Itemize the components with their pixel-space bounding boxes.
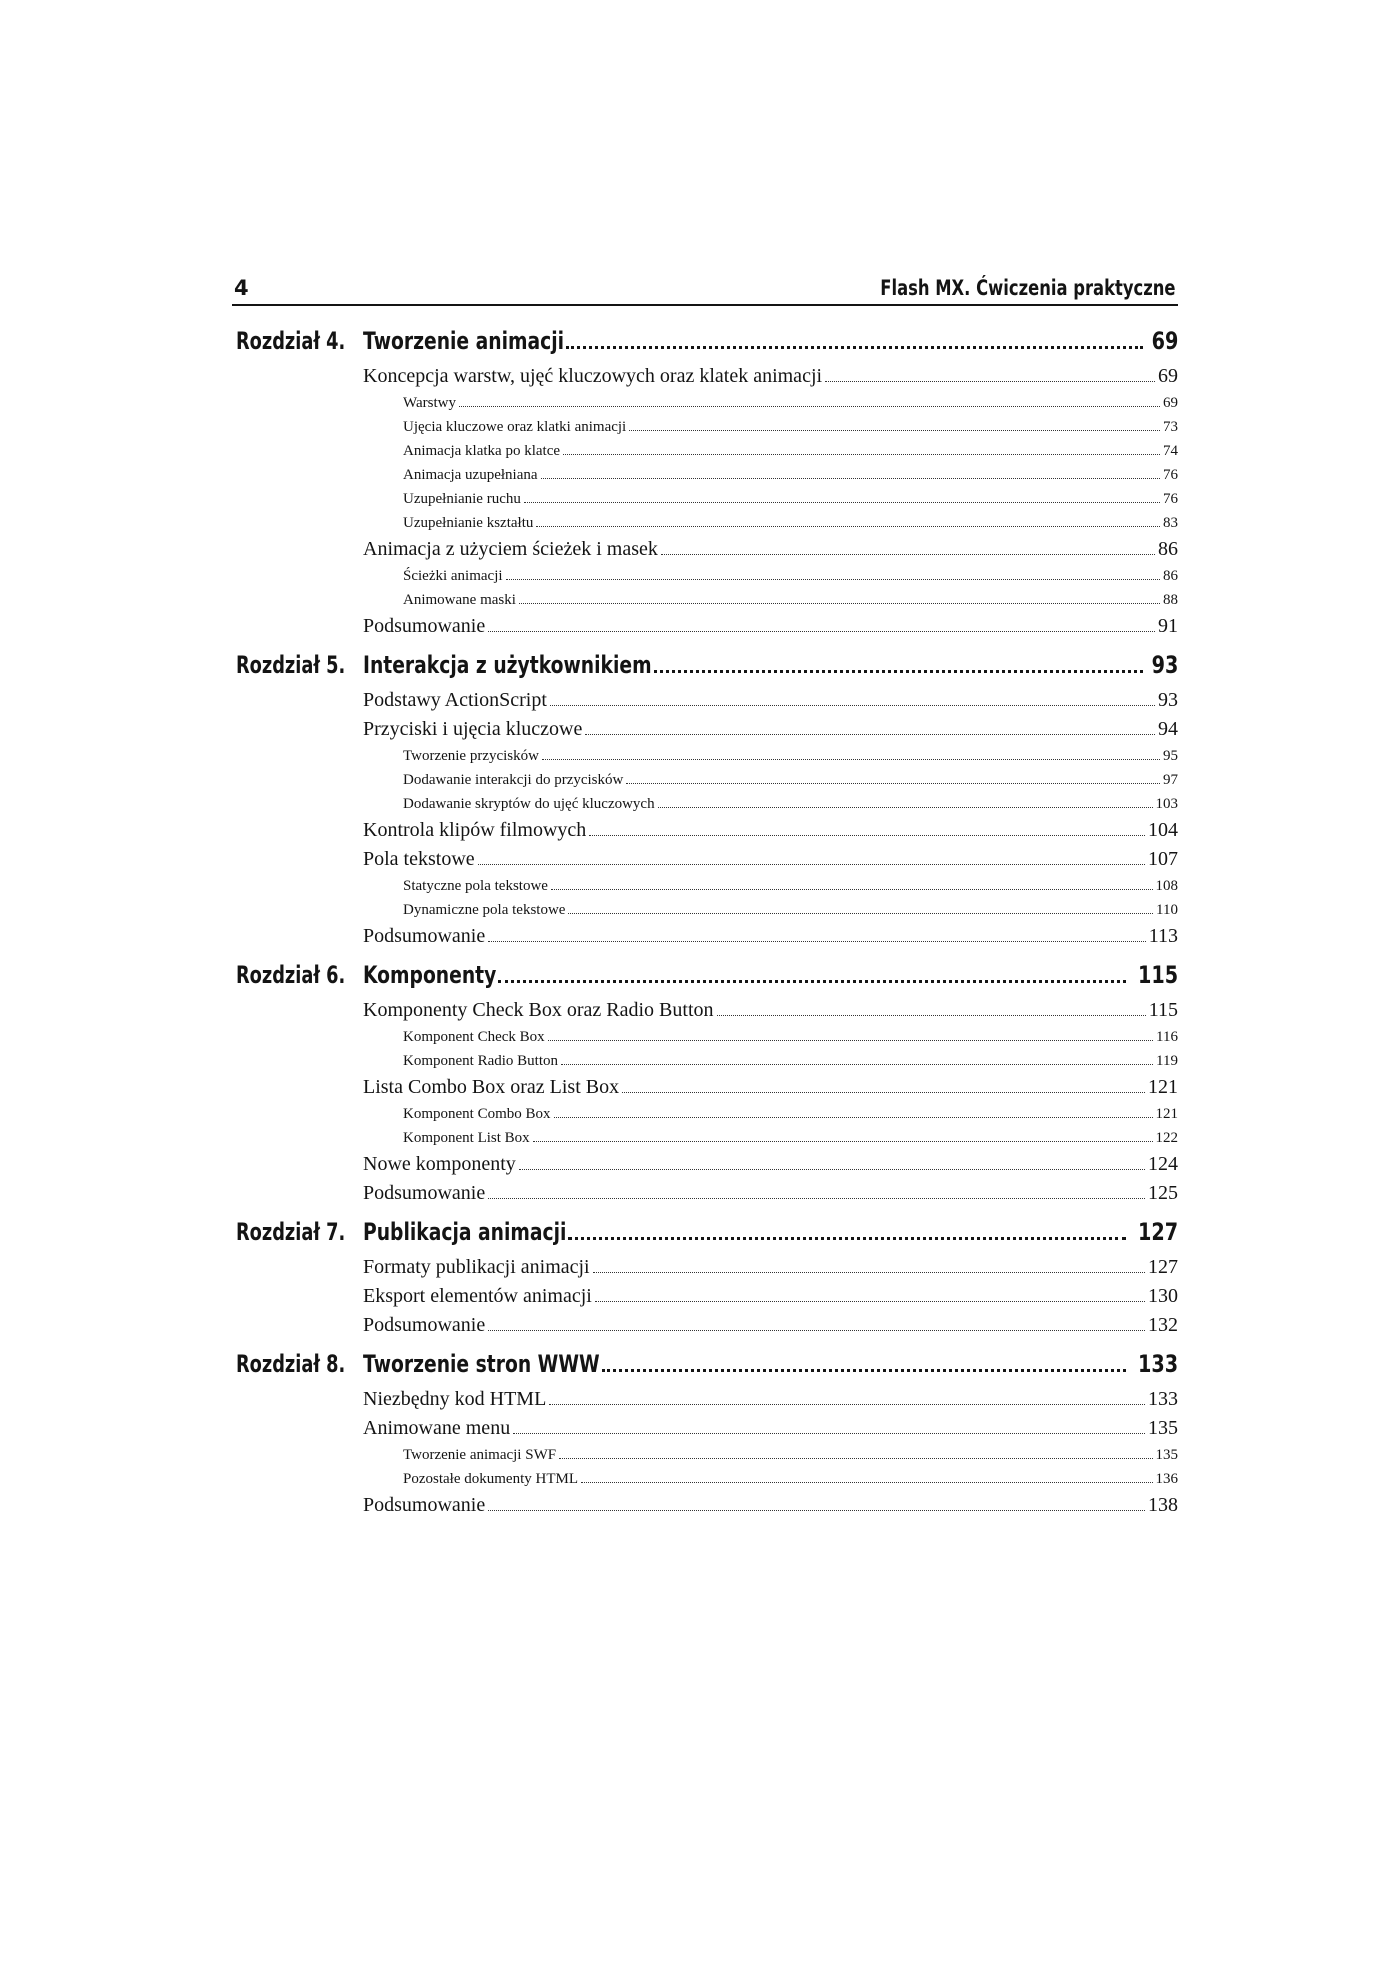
dot-leader xyxy=(549,1404,1145,1405)
toc-section-entry[interactable] xyxy=(363,1073,1178,1102)
entry-page-number: 69 xyxy=(1158,365,1178,387)
dot-leader xyxy=(629,430,1160,431)
chapter-heading-row[interactable] xyxy=(363,1347,1178,1381)
entry-page-number: 108 xyxy=(1155,878,1178,894)
toc-section-entry[interactable] xyxy=(363,686,1178,715)
chapter-page-number: 127 xyxy=(1137,1218,1178,1246)
entry-title: Niezbędny kod HTML xyxy=(363,1388,547,1410)
entry-title: Animacja klatka po klatce xyxy=(403,443,561,459)
toc-section-entry[interactable] xyxy=(363,1385,1178,1414)
chapter-page-number: 93 xyxy=(1151,651,1178,679)
toc-subsection-entry[interactable] xyxy=(363,487,1178,511)
entry-title: Animowane maski xyxy=(403,592,516,608)
dot-leader xyxy=(654,670,1143,673)
entry-page-number: 86 xyxy=(1158,538,1178,560)
toc-subsection-entry[interactable] xyxy=(363,1126,1178,1150)
entry-title: Dodawanie skryptów do ujęć kluczowych xyxy=(403,796,655,812)
dot-leader xyxy=(548,1040,1153,1041)
document-page xyxy=(232,270,1178,1527)
entry-page-number: 107 xyxy=(1148,848,1178,870)
dot-leader xyxy=(488,1330,1145,1331)
dot-leader xyxy=(554,1117,1153,1118)
toc-section-entry[interactable] xyxy=(363,1253,1178,1282)
entry-title: Warstwy xyxy=(403,395,456,411)
dot-leader xyxy=(658,807,1153,808)
entry-page-number: 97 xyxy=(1163,772,1178,788)
chapter-page-number: 133 xyxy=(1137,1350,1178,1378)
entry-page-number: 94 xyxy=(1158,718,1178,740)
entry-page-number: 104 xyxy=(1148,819,1178,841)
entry-page-number: 88 xyxy=(1163,592,1178,608)
entry-page-number: 113 xyxy=(1148,925,1178,947)
toc-section-entry[interactable] xyxy=(363,1414,1178,1443)
dot-leader xyxy=(488,631,1155,632)
entry-page-number: 103 xyxy=(1155,796,1178,812)
entry-title: Eksport elementów animacji xyxy=(363,1285,592,1307)
dot-leader xyxy=(541,478,1160,479)
chapter-label: Rozdział 5. xyxy=(236,651,346,679)
toc-subsection-entry[interactable] xyxy=(363,1049,1178,1073)
entry-title: Podsumowanie xyxy=(363,1182,486,1204)
dot-leader xyxy=(589,835,1145,836)
dot-leader xyxy=(524,502,1160,503)
toc-subsection-entry[interactable] xyxy=(363,511,1178,535)
dot-leader xyxy=(533,1141,1153,1142)
entry-title: Lista Combo Box oraz List Box xyxy=(363,1076,620,1098)
running-header xyxy=(232,270,1178,306)
chapter-label: Rozdział 4. xyxy=(236,327,346,355)
entry-title: Podsumowanie xyxy=(363,925,486,947)
dot-leader xyxy=(825,381,1155,382)
entry-title: Pozostałe dokumenty HTML xyxy=(403,1471,578,1487)
entry-title: Podstawy ActionScript xyxy=(363,689,547,711)
dot-leader xyxy=(488,1198,1145,1199)
toc-subsection-entry[interactable] xyxy=(363,1443,1178,1467)
toc-subsection-entry[interactable] xyxy=(363,744,1178,768)
chapter-title: Komponenty xyxy=(363,961,497,989)
chapter-page-number: 115 xyxy=(1137,961,1178,989)
dot-leader xyxy=(519,1169,1145,1170)
dot-leader xyxy=(622,1092,1145,1093)
dot-leader xyxy=(478,864,1145,865)
entry-title: Pola tekstowe xyxy=(363,848,475,870)
entry-title: Komponent Check Box xyxy=(403,1029,545,1045)
dot-leader xyxy=(536,526,1160,527)
chapter-block xyxy=(232,1215,1178,1340)
table-of-contents xyxy=(232,324,1178,1520)
entry-page-number: 86 xyxy=(1163,568,1178,584)
toc-subsection-entry[interactable] xyxy=(363,1025,1178,1049)
entry-title: Dynamiczne pola tekstowe xyxy=(403,902,566,918)
entry-page-number: 127 xyxy=(1148,1256,1178,1278)
dot-leader xyxy=(542,759,1160,760)
toc-subsection-entry[interactable] xyxy=(363,792,1178,816)
entry-title: Tworzenie animacji SWF xyxy=(403,1447,557,1463)
chapter-heading-row[interactable] xyxy=(363,958,1178,992)
chapter-heading-row[interactable] xyxy=(363,1215,1178,1249)
entry-title: Animacja uzupełniana xyxy=(403,467,538,483)
chapter-block xyxy=(232,958,1178,1208)
dot-leader xyxy=(581,1482,1153,1483)
toc-subsection-entry[interactable] xyxy=(363,463,1178,487)
entry-title: Tworzenie przycisków xyxy=(403,748,539,764)
dot-leader xyxy=(602,1369,1126,1372)
chapter-title: Interakcja z użytkownikiem xyxy=(363,651,652,679)
toc-subsection-entry[interactable] xyxy=(363,874,1178,898)
toc-section-entry[interactable] xyxy=(363,535,1178,564)
toc-subsection-entry[interactable] xyxy=(363,415,1178,439)
entry-title: Podsumowanie xyxy=(363,1314,486,1336)
entry-page-number: 122 xyxy=(1155,1130,1178,1146)
chapter-heading-row[interactable] xyxy=(363,648,1178,682)
toc-section-entry[interactable] xyxy=(363,996,1178,1025)
entry-title: Koncepcja warstw, ujęć kluczowych oraz klatek animacji xyxy=(363,365,823,387)
entry-page-number: 135 xyxy=(1155,1447,1178,1463)
entry-page-number: 115 xyxy=(1148,999,1178,1021)
entry-page-number: 121 xyxy=(1148,1076,1178,1098)
entry-page-number: 136 xyxy=(1155,1471,1178,1487)
dot-leader xyxy=(519,603,1160,604)
entry-title: Komponent List Box xyxy=(403,1130,530,1146)
toc-section-entry[interactable] xyxy=(363,1282,1178,1311)
dot-leader xyxy=(459,406,1160,407)
entry-page-number: 91 xyxy=(1158,615,1178,637)
entry-page-number: 124 xyxy=(1148,1153,1178,1175)
entry-page-number: 116 xyxy=(1156,1029,1178,1045)
page-number: 4 xyxy=(234,276,249,300)
dot-leader xyxy=(568,1237,1125,1240)
dot-leader xyxy=(488,941,1146,942)
toc-subsection-entry[interactable] xyxy=(363,391,1178,415)
entry-title: Ujęcia kluczowe oraz klatki animacji xyxy=(403,419,627,435)
entry-title: Animowane menu xyxy=(363,1417,511,1439)
dot-leader xyxy=(559,1458,1152,1459)
toc-section-entry[interactable] xyxy=(363,922,1178,951)
entry-title: Podsumowanie xyxy=(363,615,486,637)
entry-page-number: 69 xyxy=(1163,395,1178,411)
dot-leader xyxy=(661,554,1155,555)
toc-section-entry[interactable] xyxy=(363,1179,1178,1208)
chapter-label: Rozdział 8. xyxy=(236,1350,346,1378)
entry-page-number: 74 xyxy=(1163,443,1178,459)
chapter-heading-row[interactable] xyxy=(363,324,1178,358)
entry-title: Uzupełnianie ruchu xyxy=(403,491,521,507)
toc-section-entry[interactable] xyxy=(363,1150,1178,1179)
entry-title: Ścieżki animacji xyxy=(403,568,503,584)
toc-section-entry[interactable] xyxy=(363,845,1178,874)
dot-leader xyxy=(595,1301,1145,1302)
chapter-label: Rozdział 6. xyxy=(236,961,346,989)
entry-page-number: 133 xyxy=(1148,1388,1178,1410)
entry-page-number: 121 xyxy=(1155,1106,1178,1122)
entry-page-number: 132 xyxy=(1148,1314,1178,1336)
entry-page-number: 95 xyxy=(1163,748,1178,764)
entry-page-number: 73 xyxy=(1163,419,1178,435)
entry-title: Komponent Combo Box xyxy=(403,1106,551,1122)
dot-leader xyxy=(585,734,1155,735)
entry-title: Nowe komponenty xyxy=(363,1153,516,1175)
entry-page-number: 135 xyxy=(1148,1417,1178,1439)
entry-page-number: 83 xyxy=(1163,515,1178,531)
dot-leader xyxy=(488,1510,1145,1511)
chapter-block xyxy=(232,1347,1178,1520)
entry-title: Komponenty Check Box oraz Radio Button xyxy=(363,999,714,1021)
entry-title: Komponent Radio Button xyxy=(403,1053,558,1069)
dot-leader xyxy=(498,980,1126,983)
dot-leader xyxy=(563,454,1160,455)
dot-leader xyxy=(593,1272,1145,1273)
dot-leader xyxy=(550,705,1155,706)
entry-title: Statyczne pola tekstowe xyxy=(403,878,548,894)
toc-subsection-entry[interactable] xyxy=(363,1102,1178,1126)
toc-subsection-entry[interactable] xyxy=(363,588,1178,612)
entry-page-number: 125 xyxy=(1148,1182,1178,1204)
chapter-label: Rozdział 7. xyxy=(236,1218,346,1246)
toc-section-entry[interactable] xyxy=(363,1491,1178,1520)
entry-page-number: 76 xyxy=(1163,467,1178,483)
entry-title: Uzupełnianie kształtu xyxy=(403,515,534,531)
chapter-title: Tworzenie animacji xyxy=(363,327,565,355)
toc-subsection-entry[interactable] xyxy=(363,564,1178,588)
dot-leader xyxy=(568,913,1153,914)
dot-leader xyxy=(551,889,1153,890)
toc-subsection-entry[interactable] xyxy=(363,898,1178,922)
dot-leader xyxy=(566,346,1143,349)
chapter-block xyxy=(232,324,1178,641)
entry-title: Animacja z użyciem ścieżek i masek xyxy=(363,538,658,560)
chapter-page-number: 69 xyxy=(1151,327,1178,355)
entry-title: Podsumowanie xyxy=(363,1494,486,1516)
toc-section-entry[interactable] xyxy=(363,816,1178,845)
entry-page-number: 130 xyxy=(1148,1285,1178,1307)
entry-page-number: 138 xyxy=(1148,1494,1178,1516)
toc-section-entry[interactable] xyxy=(363,1311,1178,1340)
entry-page-number: 76 xyxy=(1163,491,1178,507)
toc-section-entry[interactable] xyxy=(363,362,1178,391)
dot-leader xyxy=(561,1064,1153,1065)
dot-leader xyxy=(506,579,1160,580)
toc-subsection-entry[interactable] xyxy=(363,439,1178,463)
entry-page-number: 119 xyxy=(1156,1053,1178,1069)
chapter-title: Tworzenie stron WWW xyxy=(363,1350,600,1378)
entry-page-number: 93 xyxy=(1158,689,1178,711)
toc-subsection-entry[interactable] xyxy=(363,1467,1178,1491)
entry-title: Formaty publikacji animacji xyxy=(363,1256,590,1278)
entry-title: Kontrola klipów filmowych xyxy=(363,819,587,841)
toc-subsection-entry[interactable] xyxy=(363,768,1178,792)
dot-leader xyxy=(717,1015,1146,1016)
book-title: Flash MX. Ćwiczenia praktyczne xyxy=(880,276,1176,300)
dot-leader xyxy=(513,1433,1145,1434)
dot-leader xyxy=(626,783,1160,784)
entry-title: Przyciski i ujęcia kluczowe xyxy=(363,718,583,740)
chapter-block xyxy=(232,648,1178,951)
entry-title: Dodawanie interakcji do przycisków xyxy=(403,772,624,788)
entry-page-number: 110 xyxy=(1156,902,1178,918)
toc-section-entry[interactable] xyxy=(363,612,1178,641)
toc-section-entry[interactable] xyxy=(363,715,1178,744)
chapter-title: Publikacja animacji xyxy=(363,1218,567,1246)
